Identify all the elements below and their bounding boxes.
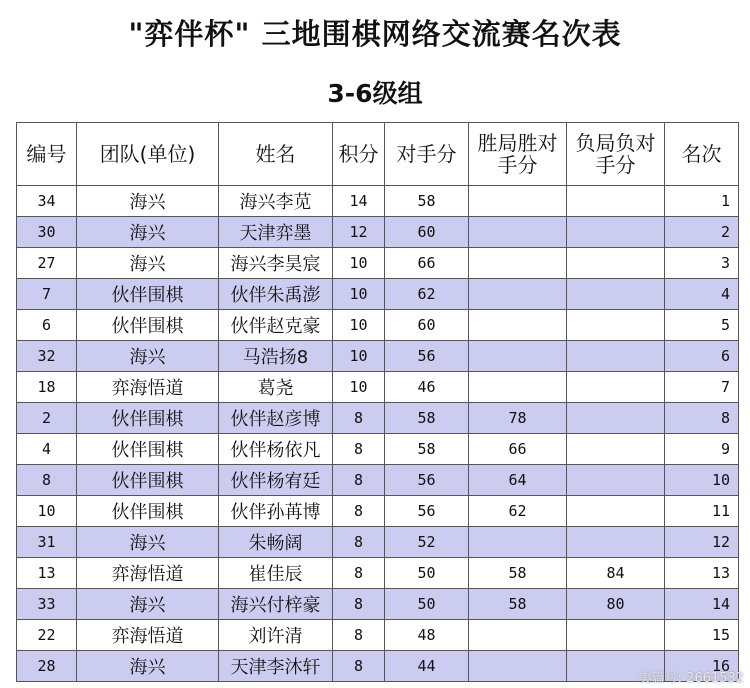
cell-name: 刘许清 xyxy=(219,620,333,651)
cell-loss-opponent-score xyxy=(567,248,665,279)
cell-rank: 5 xyxy=(665,310,739,341)
table-row xyxy=(17,434,739,465)
table-row xyxy=(17,248,739,279)
table-row xyxy=(17,527,739,558)
header-win-opponent-score: 胜局胜对手分 xyxy=(469,123,567,186)
cell-loss-opponent-score: 80 xyxy=(567,589,665,620)
cell-win-opponent-score xyxy=(469,279,567,310)
cell-opponent-score: 60 xyxy=(385,310,469,341)
cell-rank: 4 xyxy=(665,279,739,310)
watermark-text: 美篇号: 2661532 xyxy=(638,671,744,686)
cell-rank: 14 xyxy=(665,589,739,620)
table-row xyxy=(17,620,739,651)
cell-opponent-score: 56 xyxy=(385,496,469,527)
cell-win-opponent-score xyxy=(469,310,567,341)
group-subtitle: 3-6级组 xyxy=(327,79,423,108)
cell-win-opponent-score xyxy=(469,341,567,372)
cell-name: 伙伴杨依凡 xyxy=(219,434,333,465)
cell-points: 8 xyxy=(333,651,385,682)
table-header-row xyxy=(17,123,739,186)
table-row xyxy=(17,651,739,682)
cell-id: 22 xyxy=(17,620,77,651)
cell-win-opponent-score: 78 xyxy=(469,403,567,434)
cell-team: 伙伴围棋 xyxy=(77,496,219,527)
cell-loss-opponent-score xyxy=(567,310,665,341)
table-row xyxy=(17,496,739,527)
header-points: 积分 xyxy=(333,123,385,186)
cell-name: 伙伴赵克豪 xyxy=(219,310,333,341)
cell-team: 海兴 xyxy=(77,527,219,558)
table-row xyxy=(17,310,739,341)
table-row xyxy=(17,372,739,403)
cell-opponent-score: 62 xyxy=(385,279,469,310)
cell-opponent-score: 50 xyxy=(385,558,469,589)
cell-rank: 8 xyxy=(665,403,739,434)
cell-win-opponent-score xyxy=(469,372,567,403)
cell-win-opponent-score xyxy=(469,527,567,558)
cell-team: 海兴 xyxy=(77,589,219,620)
cell-id: 6 xyxy=(17,310,77,341)
page-title: "弈伴杯" 三地围棋网络交流赛名次表 xyxy=(128,17,622,51)
table-row xyxy=(17,341,739,372)
cell-loss-opponent-score xyxy=(567,372,665,403)
cell-points: 12 xyxy=(333,217,385,248)
cell-opponent-score: 60 xyxy=(385,217,469,248)
cell-loss-opponent-score xyxy=(567,403,665,434)
cell-team: 伙伴围棋 xyxy=(77,279,219,310)
cell-name: 海兴付梓豪 xyxy=(219,589,333,620)
cell-points: 8 xyxy=(333,589,385,620)
cell-loss-opponent-score xyxy=(567,186,665,217)
cell-loss-opponent-score xyxy=(567,341,665,372)
cell-id: 34 xyxy=(17,186,77,217)
cell-points: 10 xyxy=(333,279,385,310)
cell-points: 8 xyxy=(333,496,385,527)
cell-name: 崔佳辰 xyxy=(219,558,333,589)
cell-win-opponent-score xyxy=(469,651,567,682)
cell-rank: 3 xyxy=(665,248,739,279)
header-id: 编号 xyxy=(17,123,77,186)
cell-id: 13 xyxy=(17,558,77,589)
cell-points: 10 xyxy=(333,372,385,403)
cell-team: 伙伴围棋 xyxy=(77,403,219,434)
cell-id: 18 xyxy=(17,372,77,403)
cell-name: 朱畅阔 xyxy=(219,527,333,558)
cell-points: 14 xyxy=(333,186,385,217)
cell-rank: 2 xyxy=(665,217,739,248)
cell-points: 8 xyxy=(333,465,385,496)
header-name: 姓名 xyxy=(219,123,333,186)
header-loss-opponent-score: 负局负对手分 xyxy=(567,123,665,186)
cell-opponent-score: 58 xyxy=(385,186,469,217)
cell-win-opponent-score: 62 xyxy=(469,496,567,527)
cell-loss-opponent-score xyxy=(567,496,665,527)
ranking-table xyxy=(16,122,739,682)
cell-id: 31 xyxy=(17,527,77,558)
cell-opponent-score: 48 xyxy=(385,620,469,651)
cell-opponent-score: 56 xyxy=(385,465,469,496)
cell-rank: 12 xyxy=(665,527,739,558)
cell-id: 4 xyxy=(17,434,77,465)
cell-team: 伙伴围棋 xyxy=(77,434,219,465)
cell-team: 弈海悟道 xyxy=(77,372,219,403)
cell-team: 弈海悟道 xyxy=(77,558,219,589)
cell-team: 伙伴围棋 xyxy=(77,310,219,341)
cell-name: 海兴李昊宸 xyxy=(219,248,333,279)
cell-team: 弈海悟道 xyxy=(77,620,219,651)
cell-win-opponent-score: 58 xyxy=(469,589,567,620)
cell-loss-opponent-score: 84 xyxy=(567,558,665,589)
cell-win-opponent-score xyxy=(469,186,567,217)
cell-rank: 6 xyxy=(665,341,739,372)
cell-id: 33 xyxy=(17,589,77,620)
cell-loss-opponent-score xyxy=(567,465,665,496)
cell-opponent-score: 58 xyxy=(385,403,469,434)
cell-win-opponent-score: 58 xyxy=(469,558,567,589)
cell-id: 30 xyxy=(17,217,77,248)
header-rank: 名次 xyxy=(665,123,739,186)
cell-id: 10 xyxy=(17,496,77,527)
cell-rank: 16 xyxy=(665,651,739,682)
table-row xyxy=(17,186,739,217)
cell-rank: 9 xyxy=(665,434,739,465)
table-row xyxy=(17,403,739,434)
cell-loss-opponent-score xyxy=(567,279,665,310)
cell-loss-opponent-score xyxy=(567,434,665,465)
cell-win-opponent-score xyxy=(469,248,567,279)
cell-name: 葛尧 xyxy=(219,372,333,403)
cell-points: 10 xyxy=(333,341,385,372)
cell-opponent-score: 56 xyxy=(385,341,469,372)
cell-opponent-score: 44 xyxy=(385,651,469,682)
cell-name: 天津李沐轩 xyxy=(219,651,333,682)
cell-id: 2 xyxy=(17,403,77,434)
cell-opponent-score: 46 xyxy=(385,372,469,403)
table-row xyxy=(17,217,739,248)
cell-name: 伙伴杨宥廷 xyxy=(219,465,333,496)
cell-points: 10 xyxy=(333,248,385,279)
cell-name: 伙伴赵彦博 xyxy=(219,403,333,434)
cell-name: 马浩扬8 xyxy=(219,341,333,372)
cell-points: 8 xyxy=(333,558,385,589)
cell-team: 海兴 xyxy=(77,341,219,372)
cell-team: 伙伴围棋 xyxy=(77,465,219,496)
cell-points: 8 xyxy=(333,434,385,465)
cell-name: 海兴李苋 xyxy=(219,186,333,217)
cell-points: 10 xyxy=(333,310,385,341)
table-row xyxy=(17,589,739,620)
cell-rank: 13 xyxy=(665,558,739,589)
cell-name: 伙伴孙苒博 xyxy=(219,496,333,527)
cell-rank: 15 xyxy=(665,620,739,651)
header-opponent-score: 对手分 xyxy=(385,123,469,186)
table-row xyxy=(17,465,739,496)
cell-opponent-score: 52 xyxy=(385,527,469,558)
cell-rank: 7 xyxy=(665,372,739,403)
cell-loss-opponent-score xyxy=(567,620,665,651)
cell-id: 8 xyxy=(17,465,77,496)
cell-win-opponent-score xyxy=(469,620,567,651)
cell-points: 8 xyxy=(333,620,385,651)
cell-win-opponent-score xyxy=(469,217,567,248)
cell-opponent-score: 66 xyxy=(385,248,469,279)
cell-win-opponent-score: 64 xyxy=(469,465,567,496)
cell-rank: 1 xyxy=(665,186,739,217)
cell-opponent-score: 50 xyxy=(385,589,469,620)
cell-rank: 11 xyxy=(665,496,739,527)
cell-id: 28 xyxy=(17,651,77,682)
cell-loss-opponent-score xyxy=(567,527,665,558)
cell-loss-opponent-score xyxy=(567,217,665,248)
cell-team: 海兴 xyxy=(77,186,219,217)
cell-rank: 10 xyxy=(665,465,739,496)
cell-team: 海兴 xyxy=(77,651,219,682)
table-row xyxy=(17,558,739,589)
cell-points: 8 xyxy=(333,527,385,558)
cell-win-opponent-score: 66 xyxy=(469,434,567,465)
cell-name: 伙伴朱禹澎 xyxy=(219,279,333,310)
cell-team: 海兴 xyxy=(77,217,219,248)
cell-name: 天津弈墨 xyxy=(219,217,333,248)
header-team: 团队(单位) xyxy=(77,123,219,186)
cell-id: 32 xyxy=(17,341,77,372)
cell-team: 海兴 xyxy=(77,248,219,279)
cell-opponent-score: 58 xyxy=(385,434,469,465)
cell-id: 27 xyxy=(17,248,77,279)
cell-id: 7 xyxy=(17,279,77,310)
table-row xyxy=(17,279,739,310)
cell-points: 8 xyxy=(333,403,385,434)
